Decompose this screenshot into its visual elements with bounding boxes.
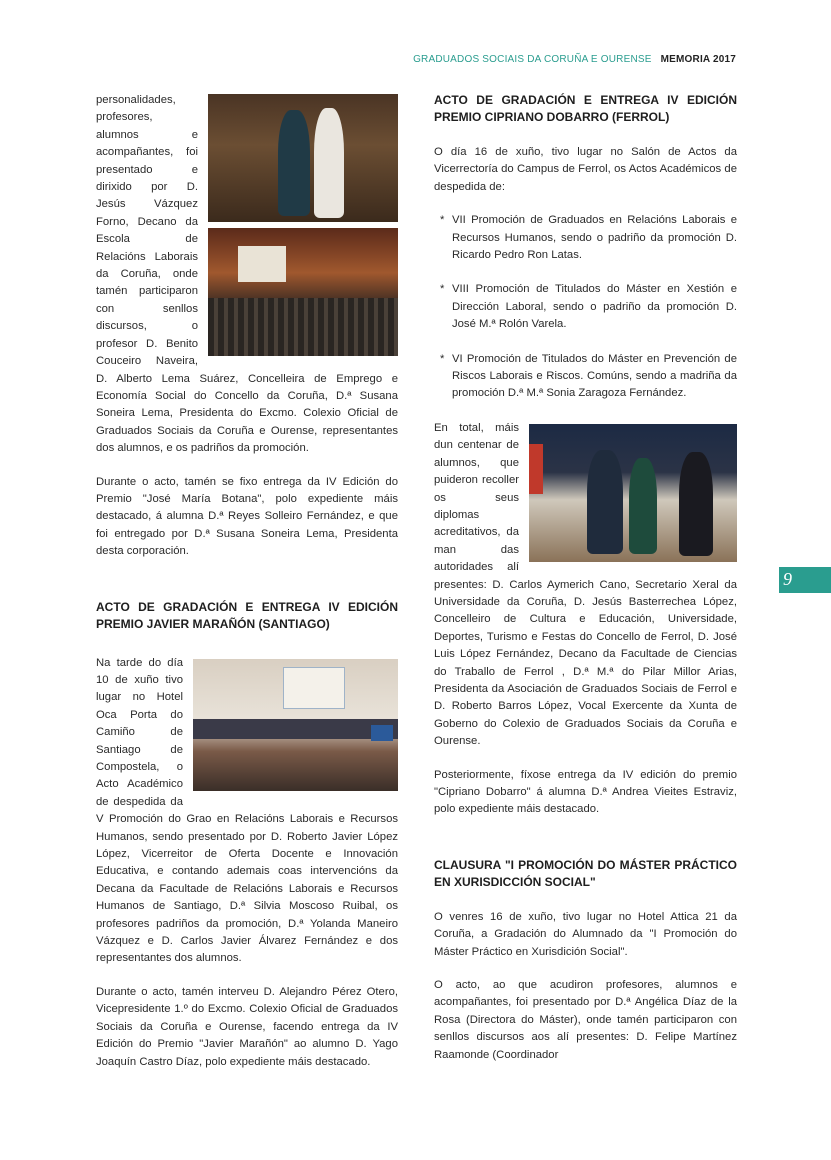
list-item: * VII Promoción de Graduados en Relacións Laborais e Recursos Humanos, sendo o padriño da promoción D. Ricardo Pedro Ron Latas. [440, 214, 737, 262]
left-paragraph-2: Durante o acto, tamén se fixo entrega da IV Edición do Premio "José María Botana", polo expediente máis destacado, á alumna D.ª Reyes Solleiro Fernández, e que foi entregado por D.ª Susana Soneira Lema, Presidenta desta corporación. [96, 475, 398, 558]
header-memory-title: MEMORIA 2017 [660, 54, 736, 65]
photo-santiago-panel [193, 659, 398, 791]
header-organization: GRADUADOS SOCIAIS DA CORUÑA E OURENSE [413, 54, 652, 65]
page-number: 9 [783, 569, 792, 589]
photo-ferrol-diploma [529, 424, 737, 562]
photo-award-women [208, 94, 398, 222]
section-heading-santiago: ACTO DE GRADACIÓN E ENTREGA IV EDICIÓN PREMIO JAVIER MARAÑÓN (SANTIAGO) [96, 599, 398, 631]
right-column [434, 92, 737, 1080]
right-paragraph-1: O día 16 de xuño, tivo lugar no Salón de Actos da Vicerrectoría do Campus de Ferrol, os Actos Académicos de despedida de: [434, 146, 737, 193]
section-heading-clausura: CLAUSURA "I PROMOCIÓN DO MÁSTER PRÁCTICO EN XURISDICCIÓN SOCIAL" [434, 857, 737, 889]
left-paragraph-4: Durante o acto, tamén interveu D. Alejandro Pérez Otero, Vicepresidente 1.º do Excmo. Colexio Oficial de Graduados Sociais da Coruña e Ourense, facendo entrega da IV Edición do Premio "Javier Marañón" ao alumno D. Yago Joaquín Castro Díaz, polo expediente máis destacado. [96, 985, 398, 1068]
right-paragraph-2: En total, máis dun centenar de alumnos, que puideron recoller os seus diplomas acreditativos, da man das autoridades alí presentes: D. Carlos Aymerich Cano, Secretario Xeral da Universidade da Coruña, D. Jesús Basterrechea López, Concelleiro de Cultura e Educación, Universidade, Deportes, Turismo e Festas do Concello de Ferrol, D. José Luis López Fernández, Decano da Facultade de Ciencias do Traballo de Ferrol , D.ª M.ª do Pilar Millor Arias, Presidenta da Asociación de Graduados Sociais de Ferrol e D. Roberto Barros López, Vocal Exercente da Xunta de Goberno do Colexio de Graduados Sociais da Coruña e Ourense. [434, 421, 737, 748]
section-heading-ferrol: ACTO DE GRADACIÓN E ENTREGA IV EDICIÓN PREMIO CIPRIANO DOBARRO (FERROL) [434, 93, 737, 124]
promotions-list [434, 212, 737, 403]
right-paragraph-4: O venres 16 de xuño, tivo lugar no Hotel Attica 21 da Coruña, a Gradación do Alumnado da "I Promoción do Máster Práctico en Xurisdición Social". [434, 910, 737, 958]
right-paragraph-5: O acto, ao que acudiron profesores, alumnos e acompañantes, foi presentado por D.ª Angélica Díaz de la Rosa (Directora do Máster), onde tamén participaron con senllos discursos aos alí presentes: D. Felipe Martínez Raamonde (Coordinador [434, 979, 737, 1061]
left-intro-paragraph: personalidades, profesores, alumnos e acompañantes, foi presentado e dirixido por D. Jesús Vázquez Forno, Decano da Escola de Relacións Laborais da Coruña, onde tamén participaron con senllos discursos, o profesor D. Benito Couceiro Naveira, D. Alberto Lema Suárez, Concelleira de Emprego e Economía Social do Concello da Coruña, D.ª Susana Soneira Lema, Presidenta do Excmo. Colexio Oficial de Graduados Sociais da Coruña e Ourense, representantes dos alumnos, e os padriños da promoción. [96, 94, 398, 455]
page-header [413, 54, 736, 65]
photo-auditorium [208, 228, 398, 356]
left-column [96, 92, 398, 1087]
list-item: * VI Promoción de Titulados do Máster en Prevención de Riscos Laborais e Riscos. Comúns, sendo a madriña da promoción D.ª M.ª Sonia Zaragoza Fernández. [440, 352, 737, 400]
list-item: * VIII Promoción de Titulados do Máster en Xestión e Dirección Laboral, sendo o padriño da promoción D. José M.ª Rolón Varela. [440, 283, 737, 331]
page-number-tab [779, 567, 831, 593]
left-paragraph-3: Na tarde do día 10 de xuño tivo lugar no Hotel Oca Porta do Camiño de Santiago de Compostela, o Acto Académico de despedida da V Promoción do Grao en Relacións Laborais e Recursos Humanos, sendo presentado por D. Roberto Javier López López, Vicerreitor de Oferta Docente e Innovación Educativa, e contando ademais coas intervencións da Decana da Facultade de Relacións Laborais e Recursos Humanos de Santiago, D.ª Silvia Moscoso Ruibal, os profesores padriños da promoción, D.ª Yolanda Maneiro Vázquez e D. Carlos Javier Álvarez Fernández e dos representantes dos alumnos. [96, 656, 398, 965]
right-paragraph-3: Posteriormente, fíxose entrega da IV edición do premio "Cipriano Dobarro" á alumna D.ª Andrea Vieites Estraviz, polo expediente máis destacado. [434, 768, 737, 816]
